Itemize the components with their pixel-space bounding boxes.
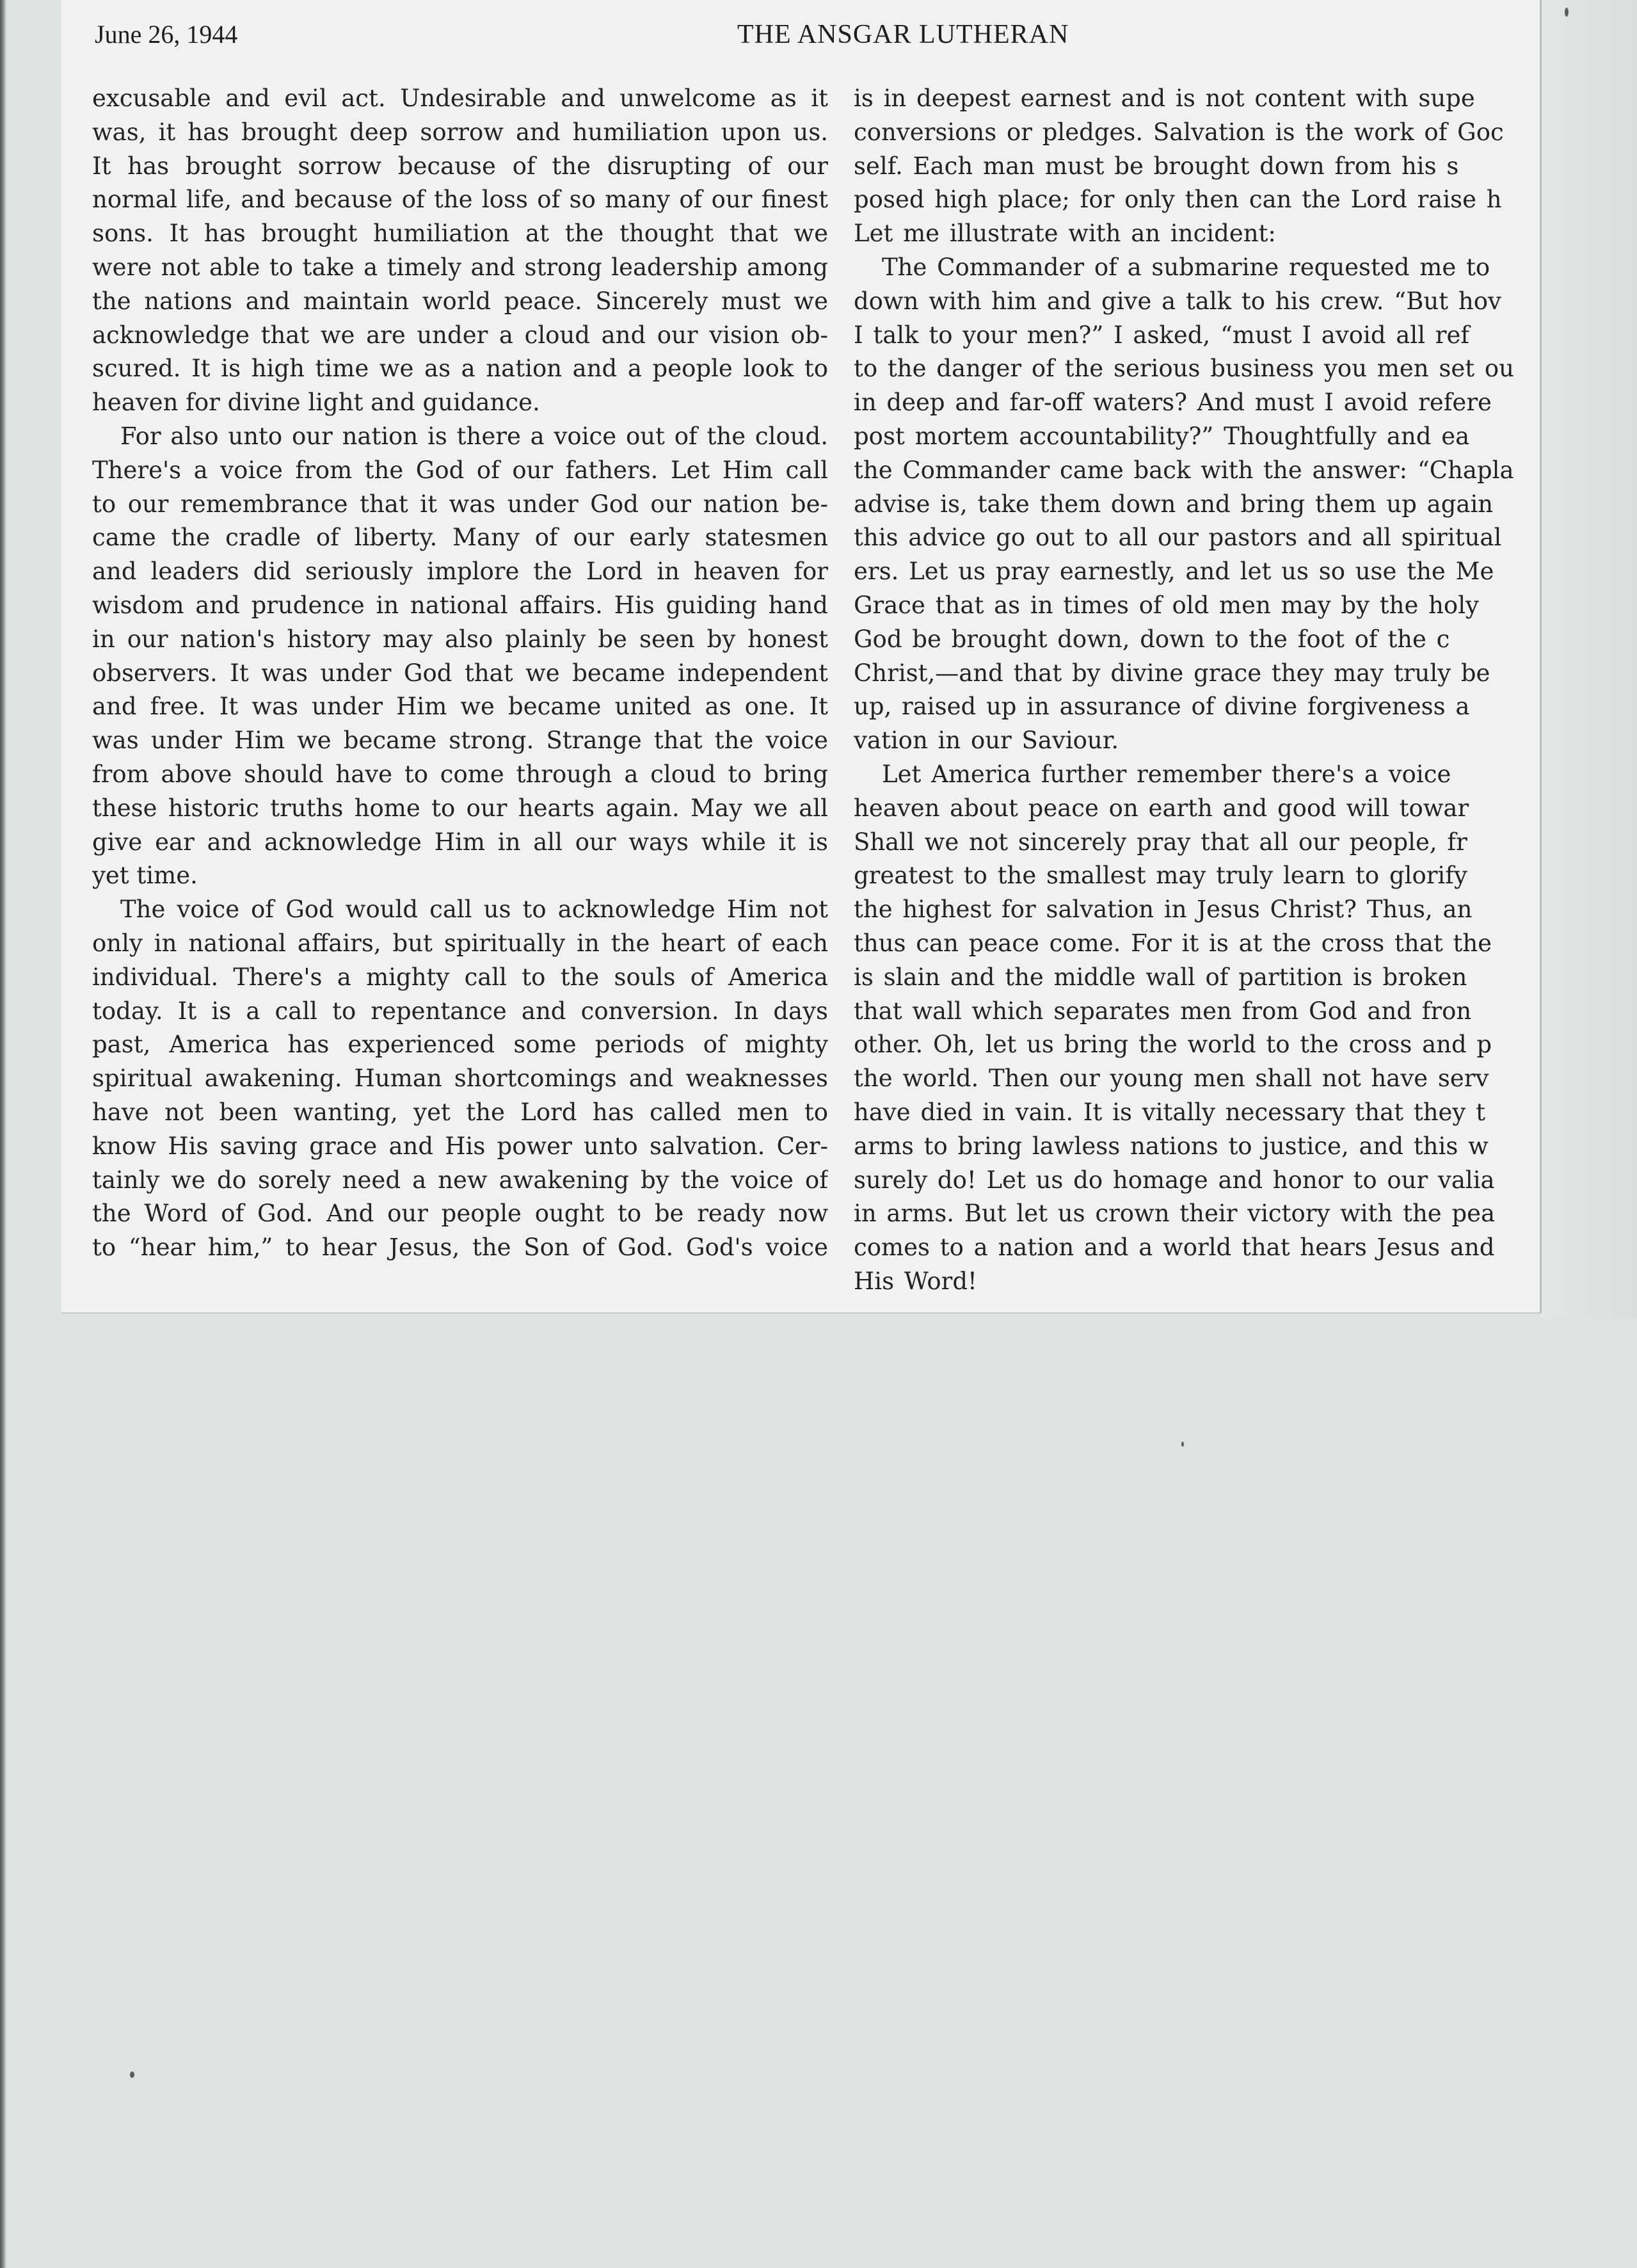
left-column-line: tainly we do sorely need a new awakening by the voice of	[92, 1166, 828, 1194]
left-column-line: sons. It has brought humiliation at the thought that we	[92, 220, 828, 248]
left-column-line: and free. It was under Him we became united as one. It	[92, 693, 828, 721]
right-column-line: ers. Let us pray earnestly, and let us so use the Me	[854, 558, 1494, 586]
right-column-line: self. Each man must be brought down from his s	[854, 152, 1459, 180]
scan-speck	[1181, 1442, 1184, 1447]
left-column-line: wisdom and prudence in national affairs. His guiding hand	[92, 591, 828, 619]
right-column-line: Christ,—and that by divine grace they may truly be	[854, 659, 1490, 687]
right-column-line: Let America further remember there's a voice	[882, 760, 1451, 788]
scan-speck	[1565, 8, 1569, 17]
right-column-line: advise is, take them down and bring them up again	[854, 490, 1494, 518]
left-column-line: give ear and acknowledge Him in all our ways while it is	[92, 828, 828, 856]
left-column-line: observers. It was under God that we became independent	[92, 659, 828, 687]
left-column-line: individual. There's a mighty call to the souls of America	[92, 963, 828, 991]
right-column-line: comes to a nation and a world that hears Jesus and	[854, 1234, 1495, 1262]
right-column-line: Shall we not sincerely pray that all our people, fr	[854, 828, 1467, 856]
right-column-line: the world. Then our young men shall not have serv	[854, 1065, 1489, 1093]
left-column-line: the Word of God. And our people ought to be ready now	[92, 1200, 828, 1228]
left-column-line: from above should have to come through a cloud to bring	[92, 760, 828, 788]
right-column-line: vation in our Saviour.	[854, 727, 1119, 755]
right-column-line: in arms. But let us crown their victory with the pea	[854, 1200, 1496, 1228]
right-column-line: The Commander of a submarine requested me to	[882, 253, 1490, 281]
left-column-line: It has brought sorrow because of the disrupting of our	[92, 152, 828, 180]
left-column-line: only in national affairs, but spiritually in the heart of each	[92, 929, 828, 957]
right-column-line: post mortem accountability?” Thoughtfully and ea	[854, 422, 1470, 450]
left-column-line: were not able to take a timely and strong leadership among	[92, 253, 828, 281]
left-column-line: to “hear him,” to hear Jesus, the Son of God. God's voice	[92, 1234, 828, 1262]
right-column-line: greatest to the smallest may truly learn to glorify	[854, 862, 1467, 890]
issue-date: June 26, 1944	[95, 20, 238, 49]
left-column-line: heaven for divine light and guidance.	[92, 389, 540, 417]
right-column-line: up, raised up in assurance of divine forgiveness a	[854, 693, 1470, 721]
scan-left-edge	[0, 0, 6, 2268]
left-column	[92, 82, 828, 1265]
right-column-line: Grace that as in times of old men may by the holy	[854, 591, 1479, 619]
right-column-line: that wall which separates men from God and fron	[854, 997, 1472, 1025]
left-column-line: the nations and maintain world peace. Sincerely must we	[92, 287, 828, 315]
left-column-line: scured. It is high time we as a nation and a people look to	[92, 355, 828, 383]
left-column-line: excusable and evil act. Undesirable and unwelcome as it	[92, 84, 828, 112]
right-column-line: to the danger of the serious business you men set ou	[854, 355, 1514, 383]
right-column-line: this advice go out to all our pastors and all spiritual	[854, 524, 1502, 552]
page-header	[95, 19, 1119, 58]
right-column	[854, 82, 1542, 1299]
right-column-line: God be brought down, down to the foot of the c	[854, 625, 1450, 653]
left-column-line: normal life, and because of the loss of so many of our finest	[92, 186, 828, 214]
right-column-line: His Word!	[854, 1267, 977, 1295]
right-column-line: conversions or pledges. Salvation is the work of Goc	[854, 118, 1504, 146]
right-column-line: the Commander came back with the answer: “Chapla	[854, 456, 1514, 484]
left-column-line: these historic truths home to our hearts again. May we all	[92, 794, 828, 822]
left-column-line: know His saving grace and His power unto salvation. Cer-	[92, 1132, 828, 1160]
left-column-line: acknowledge that we are under a cloud and our vision ob-	[92, 321, 828, 349]
left-column-line: to our remembrance that it was under God our nation be-	[92, 490, 828, 518]
right-column-line: in deep and far-off waters? And must I avoid refere	[854, 389, 1492, 417]
masthead: THE ANSGAR LUTHERAN	[737, 20, 1069, 49]
right-column-line: I talk to your men?” I asked, “must I avoid all ref	[854, 321, 1470, 349]
right-column-line: surely do! Let us do homage and honor to our valia	[854, 1166, 1495, 1194]
left-column-line: For also unto our nation is there a voice out of the cloud.	[120, 422, 828, 450]
scan-backing-sheet	[1540, 0, 1637, 1319]
left-column-line: in our nation's history may also plainly be seen by honest	[92, 625, 828, 653]
left-column-line: spiritual awakening. Human shortcomings and weaknesses	[92, 1065, 828, 1093]
scan-speck	[130, 2071, 134, 2078]
left-column-line: The voice of God would call us to acknowledge Him not	[120, 896, 828, 924]
right-column-line: is slain and the middle wall of partition is broken	[854, 963, 1467, 991]
right-column-line: is in deepest earnest and is not content with supe	[854, 84, 1475, 112]
left-column-line: today. It is a call to repentance and conversion. In days	[92, 997, 828, 1025]
right-column-line: thus can peace come. For it is at the cross that the	[854, 929, 1492, 957]
left-column-line: past, America has experienced some periods of mighty	[92, 1031, 828, 1059]
right-column-line: the highest for salvation in Jesus Christ? Thus, an	[854, 896, 1473, 924]
left-column-line: was, it has brought deep sorrow and humiliation upon us.	[92, 118, 828, 146]
right-column-line: down with him and give a talk to his crew. “But hov	[854, 287, 1501, 315]
right-column-line: Let me illustrate with an incident:	[854, 220, 1276, 248]
newspaper-clipping	[61, 0, 1542, 1314]
right-column-line: arms to bring lawless nations to justice, and this w	[854, 1132, 1489, 1160]
left-column-line: came the cradle of liberty. Many of our early statesmen	[92, 524, 828, 552]
right-column-line: other. Oh, let us bring the world to the cross and p	[854, 1031, 1492, 1059]
right-column-line: have died in vain. It is vitally necessary that they t	[854, 1098, 1485, 1126]
left-column-line: and leaders did seriously implore the Lord in heaven for	[92, 558, 828, 586]
left-column-line: yet time.	[92, 862, 198, 890]
left-column-line: was under Him we became strong. Strange that the voice	[92, 727, 828, 755]
right-column-line: heaven about peace on earth and good will towar	[854, 794, 1469, 822]
right-column-line: posed high place; for only then can the Lord raise h	[854, 186, 1502, 214]
left-column-line: have not been wanting, yet the Lord has called men to	[92, 1098, 828, 1126]
left-column-line: There's a voice from the God of our fathers. Let Him call	[92, 456, 828, 484]
